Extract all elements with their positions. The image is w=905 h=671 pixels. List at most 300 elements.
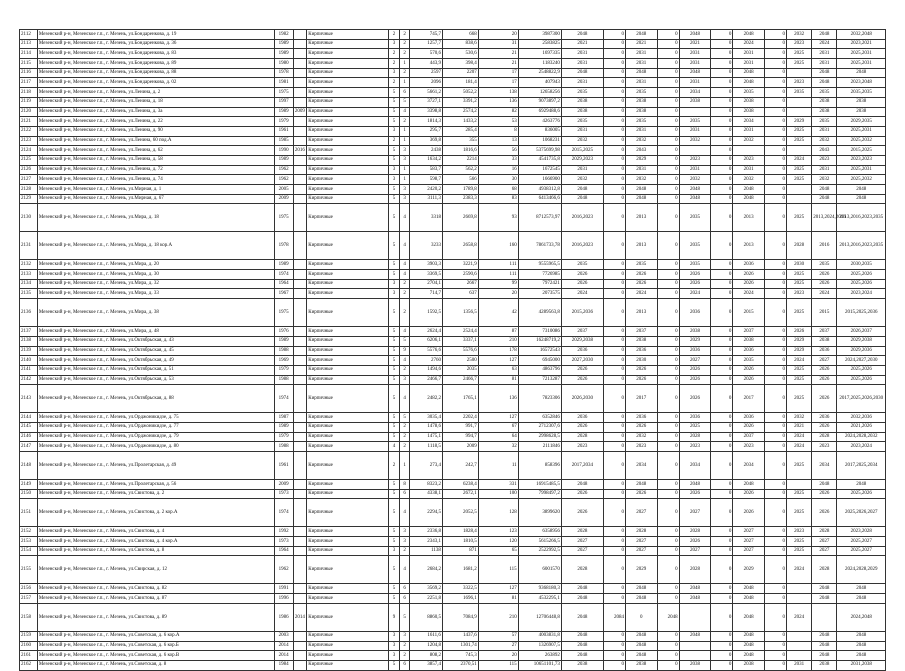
estimated-cost-cell: 5375699,98 [518, 146, 561, 156]
year-b-cell [679, 146, 711, 156]
cost-c-cell: 0 [711, 527, 733, 537]
year-d-cell: 2024 [786, 442, 811, 452]
wall-material-cell: Кирпичные [307, 232, 389, 260]
total-area-cell: 8860,5 [410, 603, 443, 631]
table-row [20, 452, 886, 480]
wall-material-cell: Кирпичные [307, 336, 389, 346]
year-e-cell [812, 603, 837, 631]
year-b-cell: 2038 [679, 97, 711, 107]
cost-a-cell: 0 [603, 146, 625, 156]
year-e-cell: 2048 [812, 78, 837, 88]
cost-c-cell: 0 [711, 126, 733, 136]
year-a-cell: 2036 [626, 346, 658, 356]
wall-material-cell: Кирпичные [307, 49, 389, 59]
floors-cell: 3 [389, 165, 400, 175]
year-d-cell: 2021 [786, 422, 811, 432]
year-d-cell: 2025 [786, 49, 811, 59]
cost-d-cell: 0 [764, 631, 786, 641]
total-area-cell: 273,4 [410, 452, 443, 480]
floors-cell: 3 [389, 68, 400, 78]
cost-c-cell: 0 [711, 136, 733, 146]
cost-a-cell: 0 [603, 165, 625, 175]
address-cell: Мезенский р-н, Мезенское г.п., г. Мезень, ул.Октябрьская, д. 49 [37, 356, 274, 366]
floors-cell: 5 [389, 346, 400, 356]
total-area-cell: 745,7 [410, 30, 443, 40]
floors-cell: 3 [389, 631, 400, 641]
year-b-cell: 2048 [679, 631, 711, 641]
row-number-cell: 2145 [20, 422, 38, 432]
cost-c-cell: 0 [711, 556, 733, 584]
table-row [20, 260, 886, 270]
wall-material-cell: Кирпичные [307, 260, 389, 270]
estimated-cost-cell: 4541735,8 [518, 155, 561, 165]
cost-c-cell: 0 [711, 30, 733, 40]
entrances-cell: 5 [399, 603, 410, 631]
living-area-cell: 2667 [442, 279, 478, 289]
cost-a-cell: 2084 [603, 603, 625, 631]
rebuild-year-cell [293, 631, 307, 641]
row-number-cell: 2132 [20, 260, 38, 270]
estimated-cost-cell: 4532295,1 [518, 594, 561, 604]
estimated-cost-cell: 858396 [518, 452, 561, 480]
cost-d-cell: 0 [764, 336, 786, 346]
living-area-cell: 2214 [442, 155, 478, 165]
entrances-cell: 5 [399, 413, 410, 423]
year-d-cell: 2025 [786, 279, 811, 289]
total-area-cell: 3111,3 [410, 194, 443, 204]
rebuild-year-cell [293, 584, 307, 594]
total-area-cell: 1257,7 [410, 39, 443, 49]
year-a-cell: 2048 [626, 641, 658, 651]
year-b-cell: 2025 [679, 422, 711, 432]
living-area-cell: 7084,9 [442, 603, 478, 631]
living-area-cell: 2207 [442, 68, 478, 78]
residents-cell: 11 [478, 452, 518, 480]
year-b-cell: 2036 [679, 346, 711, 356]
year-c-cell: 2048 [733, 651, 765, 661]
build-year-cell: 2014 [274, 651, 293, 661]
estimated-cost-cell: 1068231 [518, 136, 561, 146]
wall-material-cell: Кирпичные [307, 117, 389, 127]
cost-a-cell: 0 [603, 204, 625, 232]
all-years-cell: 2025,2026 [837, 270, 886, 280]
build-year-cell: 2014 [274, 641, 293, 651]
year-c-cell: 2048 [733, 584, 765, 594]
cost-c-cell: 0 [711, 594, 733, 604]
total-area-cell: 5576,6 [410, 346, 443, 356]
cost-a-cell: 0 [603, 660, 625, 670]
table-row [20, 155, 886, 165]
estimated-cost-cell: 4263776 [518, 117, 561, 127]
entrances-cell: 4 [399, 356, 410, 366]
build-year-cell: 1996 [274, 594, 293, 604]
year-e-cell: 2038 [812, 336, 837, 346]
cost-b-cell: 0 [657, 327, 679, 337]
total-area-cell: 1204,8 [410, 641, 443, 651]
plan-years-cell: 2026,2030 [561, 385, 603, 413]
rebuild-year-cell [293, 232, 307, 260]
table-row [20, 136, 886, 146]
plan-years-cell: 2031 [561, 126, 603, 136]
rebuild-year-cell [293, 279, 307, 289]
cost-d-cell: 0 [764, 289, 786, 299]
floors-cell: 5 [389, 155, 400, 165]
living-area-cell: 2658,8 [442, 232, 478, 260]
all-years-cell: 2025,2031 [837, 126, 886, 136]
estimated-cost-cell: 6945000 [518, 356, 561, 366]
entrances-cell: 4 [399, 556, 410, 584]
year-e-cell: 2034 [812, 452, 837, 480]
residents-cell: 56 [478, 146, 518, 156]
entrances-cell: 4 [399, 107, 410, 117]
entrances-cell: 4 [399, 232, 410, 260]
residents-cell: 68 [478, 185, 518, 195]
floors-cell: 5 [389, 270, 400, 280]
year-c-cell: 2038 [733, 107, 765, 117]
year-b-cell: 2026 [679, 279, 711, 289]
year-e-cell: 2026 [812, 489, 837, 499]
cost-d-cell: 0 [764, 660, 786, 670]
table-body [20, 30, 886, 671]
year-c-cell: 2038 [733, 660, 765, 670]
year-e-cell: 2036 [812, 413, 837, 423]
build-year-cell: 1979 [274, 365, 293, 375]
estimated-cost-cell: 1183240 [518, 59, 561, 69]
floors-cell: 5 [389, 480, 400, 490]
year-a-cell: 2026 [626, 375, 658, 385]
estimated-cost-cell: 7861733,78 [518, 232, 561, 260]
year-b-cell: 2048 [679, 30, 711, 40]
table-row [20, 78, 886, 88]
rebuild-year-cell [293, 97, 307, 107]
floors-cell: 5 [389, 327, 400, 337]
wall-material-cell: Кирпичные [307, 155, 389, 165]
estimated-cost-cell: 2998628,5 [518, 432, 561, 442]
year-e-cell: 2043 [812, 146, 837, 156]
year-a-cell: 2031 [626, 49, 658, 59]
table-row [20, 204, 886, 232]
address-cell: Мезенский р-н, Мезенское г.п., г. Мезень, ул.Бондаренкова, д. 02 [37, 78, 274, 88]
residents-cell: 128 [478, 499, 518, 527]
floors-cell: 5 [389, 260, 400, 270]
entrances-cell: 2 [399, 279, 410, 289]
plan-years-cell: 2048 [561, 594, 603, 604]
all-years-cell: 2048 [837, 641, 886, 651]
all-years-cell: 2029,2035 [837, 117, 886, 127]
entrances-cell: 5 [399, 97, 410, 107]
year-e-cell: 2026 [812, 375, 837, 385]
cost-a-cell: 0 [603, 641, 625, 651]
address-cell: Мезенский р-н, Мезенское г.п., г. Мезень, ул.Ленина, 60 под.А [37, 136, 274, 146]
row-number-cell: 2140 [20, 356, 38, 366]
cost-a-cell: 0 [603, 327, 625, 337]
wall-material-cell: Кирпичные [307, 146, 389, 156]
build-year-cell: 1989 [274, 49, 293, 59]
year-e-cell: 2026 [812, 385, 837, 413]
year-c-cell: 2048 [733, 603, 765, 631]
year-b-cell: 2023 [679, 442, 711, 452]
cost-b-cell: 0 [657, 107, 679, 117]
rebuild-year-cell [293, 356, 307, 366]
row-number-cell: 2134 [20, 279, 38, 289]
year-e-cell: 2028 [812, 556, 837, 584]
wall-material-cell: Кирпичные [307, 660, 389, 670]
all-years-cell: 2038 [837, 97, 886, 107]
cost-b-cell: 0 [657, 375, 679, 385]
cost-c-cell: 0 [711, 413, 733, 423]
year-c-cell: 2026 [733, 499, 765, 527]
entrances-cell: 2 [399, 442, 410, 452]
wall-material-cell: Кирпичные [307, 78, 389, 88]
year-b-cell: 2031 [679, 126, 711, 136]
cost-b-cell: 0 [657, 194, 679, 204]
year-c-cell: 2031 [733, 59, 765, 69]
year-a-cell: 2035 [626, 117, 658, 127]
year-d-cell [786, 146, 811, 156]
address-cell: Мезенский р-н, Мезенское г.п., г. Мезень, ул.Мирная, д. 1 [37, 185, 274, 195]
year-d-cell [786, 97, 811, 107]
entrances-cell: 2 [399, 546, 410, 556]
floors-cell: 5 [389, 117, 400, 127]
cost-d-cell: 0 [764, 68, 786, 78]
year-a-cell: 2031 [626, 59, 658, 69]
row-number-cell: 2118 [20, 88, 38, 98]
cost-a-cell: 0 [603, 452, 625, 480]
floors-cell: 5 [389, 299, 400, 327]
cost-c-cell: 0 [711, 375, 733, 385]
address-cell: Мезенский р-н, Мезенское г.п., г. Мезень, ул.Мира, д. 30 [37, 270, 274, 280]
living-area-cell: 838,6 [442, 39, 478, 49]
cost-b-cell: 0 [657, 365, 679, 375]
row-number-cell: 2155 [20, 556, 38, 584]
table-row [20, 556, 886, 584]
plan-years-cell: 2016,2023 [561, 232, 603, 260]
year-c-cell: 2035 [733, 88, 765, 98]
entrances-cell: 6 [399, 594, 410, 604]
residents-cell: 127 [478, 356, 518, 366]
estimated-cost-cell: 9555965,5 [518, 260, 561, 270]
build-year-cell: 1980 [274, 59, 293, 69]
rebuild-year-cell [293, 136, 307, 146]
year-c-cell: 2026 [733, 365, 765, 375]
table-row [20, 59, 886, 69]
cost-b-cell: 0 [657, 299, 679, 327]
cost-c-cell: 0 [711, 660, 733, 670]
row-number-cell: 2116 [20, 68, 38, 78]
year-a-cell: 0 [626, 603, 658, 631]
entrances-cell: 3 [399, 537, 410, 547]
address-cell: Мезенский р-н, Мезенское г.п., г. Мезень, ул.Мира, д. 48 [37, 327, 274, 337]
year-d-cell: 2029 [786, 336, 811, 346]
all-years-cell: 2025,2031 [837, 165, 886, 175]
cost-c-cell: 0 [711, 365, 733, 375]
total-area-cell: 2704,1 [410, 279, 443, 289]
total-area-cell: 2294,5 [410, 499, 443, 527]
floors-cell: 5 [389, 194, 400, 204]
row-number-cell: 2156 [20, 584, 38, 594]
entrances-cell: 6 [399, 88, 410, 98]
plan-years-cell: 2036 [561, 346, 603, 356]
residents-cell: 331 [478, 480, 518, 490]
table-row [20, 299, 886, 327]
cost-d-cell: 0 [764, 365, 786, 375]
living-area-cell: 5052,2 [442, 88, 478, 98]
year-a-cell: 2038 [626, 107, 658, 117]
table-row [20, 442, 886, 452]
year-b-cell: 2031 [679, 59, 711, 69]
year-d-cell: 2024 [786, 356, 811, 366]
table-row [20, 422, 886, 432]
year-b-cell: 2024 [679, 289, 711, 299]
year-a-cell: 2035 [626, 260, 658, 270]
table-row [20, 107, 886, 117]
cost-a-cell: 0 [603, 346, 625, 356]
year-e-cell: 2026 [812, 279, 837, 289]
estimated-cost-cell: 10651101,73 [518, 660, 561, 670]
total-area-cell: 443,9 [410, 59, 443, 69]
rebuild-year-cell [293, 336, 307, 346]
plan-years-cell: 2026 [561, 422, 603, 432]
total-area-cell: 2420,2 [410, 185, 443, 195]
residents-cell: 100 [478, 489, 518, 499]
all-years-cell: 2032,2036 [837, 413, 886, 423]
wall-material-cell: Кирпичные [307, 546, 389, 556]
year-a-cell: 2030 [626, 356, 658, 366]
living-area-cell: 2052,5 [442, 499, 478, 527]
build-year-cell: 1989 [274, 336, 293, 346]
year-c-cell: 2026 [733, 375, 765, 385]
year-d-cell [786, 185, 811, 195]
year-e-cell: 2037 [812, 327, 837, 337]
living-area-cell: 181,4 [442, 78, 478, 88]
cost-d-cell: 0 [764, 117, 786, 127]
all-years-cell: 2035,2035 [837, 88, 886, 98]
cost-a-cell: 0 [603, 175, 625, 185]
year-e-cell: 2026 [812, 365, 837, 375]
all-years-cell: 2017,2025,2034 [837, 452, 886, 480]
rebuild-year-cell [293, 59, 307, 69]
year-d-cell [786, 594, 811, 604]
total-area-cell: 808,2 [410, 651, 443, 661]
all-years-cell: 2023,2048 [837, 78, 886, 88]
table-row [20, 546, 886, 556]
cost-b-cell: 0 [657, 336, 679, 346]
wall-material-cell: Кирпичные [307, 631, 389, 641]
table-row [20, 527, 886, 537]
year-b-cell [679, 641, 711, 651]
living-area-cell: 1681,2 [442, 556, 478, 584]
address-cell: Мезенский р-н, Мезенское г.п., г. Мезень, ул.Октябрьская, д. 45 [37, 346, 274, 356]
year-a-cell: 2043 [626, 146, 658, 156]
living-area-cell: 530,6 [442, 49, 478, 59]
year-c-cell: 2027 [733, 546, 765, 556]
year-e-cell: 2028 [812, 432, 837, 442]
build-year-cell: 1988 [274, 346, 293, 356]
living-area-cell: 637 [442, 289, 478, 299]
cost-d-cell: 0 [764, 232, 786, 260]
living-area-cell: 668 [442, 30, 478, 40]
cost-c-cell: 0 [711, 117, 733, 127]
cost-d-cell: 0 [764, 97, 786, 107]
year-c-cell: 2013 [733, 204, 765, 232]
residents-cell: 13 [478, 136, 518, 146]
cost-b-cell: 0 [657, 117, 679, 127]
plan-years-cell: 2016,2023 [561, 204, 603, 232]
year-e-cell: 2048 [812, 68, 837, 78]
residents-cell: 8 [478, 126, 518, 136]
cost-a-cell: 0 [603, 49, 625, 59]
cost-b-cell: 0 [657, 556, 679, 584]
year-a-cell: 2029 [626, 556, 658, 584]
all-years-cell: 2024,2048 [837, 603, 886, 631]
address-cell: Мезенский р-н, Мезенское г.п., г. Мезень, ул.Октябрьская, д. 43 [37, 336, 274, 346]
row-number-cell: 2147 [20, 442, 38, 452]
build-year-cell: 1988 [274, 442, 293, 452]
plan-years-cell: 2026 [561, 489, 603, 499]
entrances-cell: 8 [399, 480, 410, 490]
address-cell: Мезенский р-н, Мезенское г.п., г. Мезень, ул.Ленина, д. 18 [37, 97, 274, 107]
cost-d-cell: 0 [764, 480, 786, 490]
address-cell: Мезенский р-н, Мезенское г.п., г. Мезень, ул.Пролетарская, д. 56 [37, 480, 274, 490]
rebuild-year-cell [293, 556, 307, 584]
living-area-cell: 2672,1 [442, 489, 478, 499]
living-area-cell: 994,7 [442, 432, 478, 442]
build-year-cell: 2009 [274, 480, 293, 490]
cost-b-cell: 0 [657, 651, 679, 661]
year-a-cell: 2032 [626, 432, 658, 442]
rebuild-year-cell [293, 651, 307, 661]
table-row [20, 165, 886, 175]
year-d-cell [786, 194, 811, 204]
estimated-cost-cell: 12706448,8 [518, 603, 561, 631]
address-cell: Мезенский р-н, Мезенское г.п., г. Мезень, ул.Советская, д. 6 кор.А [37, 631, 274, 641]
residents-cell: 64 [478, 432, 518, 442]
wall-material-cell: Кирпичные [307, 452, 389, 480]
rebuild-year-cell [293, 185, 307, 195]
floors-cell: 2 [389, 49, 400, 59]
all-years-cell: 2030,2035 [837, 260, 886, 270]
estimated-cost-cell: 407943 [518, 78, 561, 88]
year-b-cell: 2031 [679, 49, 711, 59]
floors-cell: 3 [389, 641, 400, 651]
living-area-cell: 1356,5 [442, 299, 478, 327]
rebuild-year-cell [293, 480, 307, 490]
all-years-cell: 2038 [837, 107, 886, 117]
address-cell: Мезенский р-н, Мезенское г.п., г. Мезень, ул.Свирская, д. 12 [37, 556, 274, 584]
floors-cell: 5 [389, 556, 400, 584]
row-number-cell: 2137 [20, 327, 38, 337]
row-number-cell: 2115 [20, 59, 38, 69]
floors-cell: 5 [389, 432, 400, 442]
cost-c-cell: 0 [711, 88, 733, 98]
wall-material-cell: Кирпичные [307, 327, 389, 337]
cost-d-cell: 0 [764, 594, 786, 604]
address-cell: Мезенский р-н, Мезенское г.п., г. Мезень, ул.Октябрьская, д. 51 [37, 365, 274, 375]
cost-b-cell: 0 [657, 88, 679, 98]
living-area-cell: 1828,4 [442, 527, 478, 537]
plan-years-cell: 2048 [561, 603, 603, 631]
rebuild-year-cell [293, 660, 307, 670]
floors-cell: 3 [389, 546, 400, 556]
row-number-cell: 2159 [20, 631, 38, 641]
cost-d-cell: 0 [764, 537, 786, 547]
plan-years-cell: 2032 [561, 175, 603, 185]
year-d-cell: 2025 [786, 365, 811, 375]
cost-a-cell: 0 [603, 289, 625, 299]
cost-b-cell: 0 [657, 68, 679, 78]
plan-years-cell: 2027 [561, 537, 603, 547]
total-area-cell: 2760 [410, 356, 443, 366]
